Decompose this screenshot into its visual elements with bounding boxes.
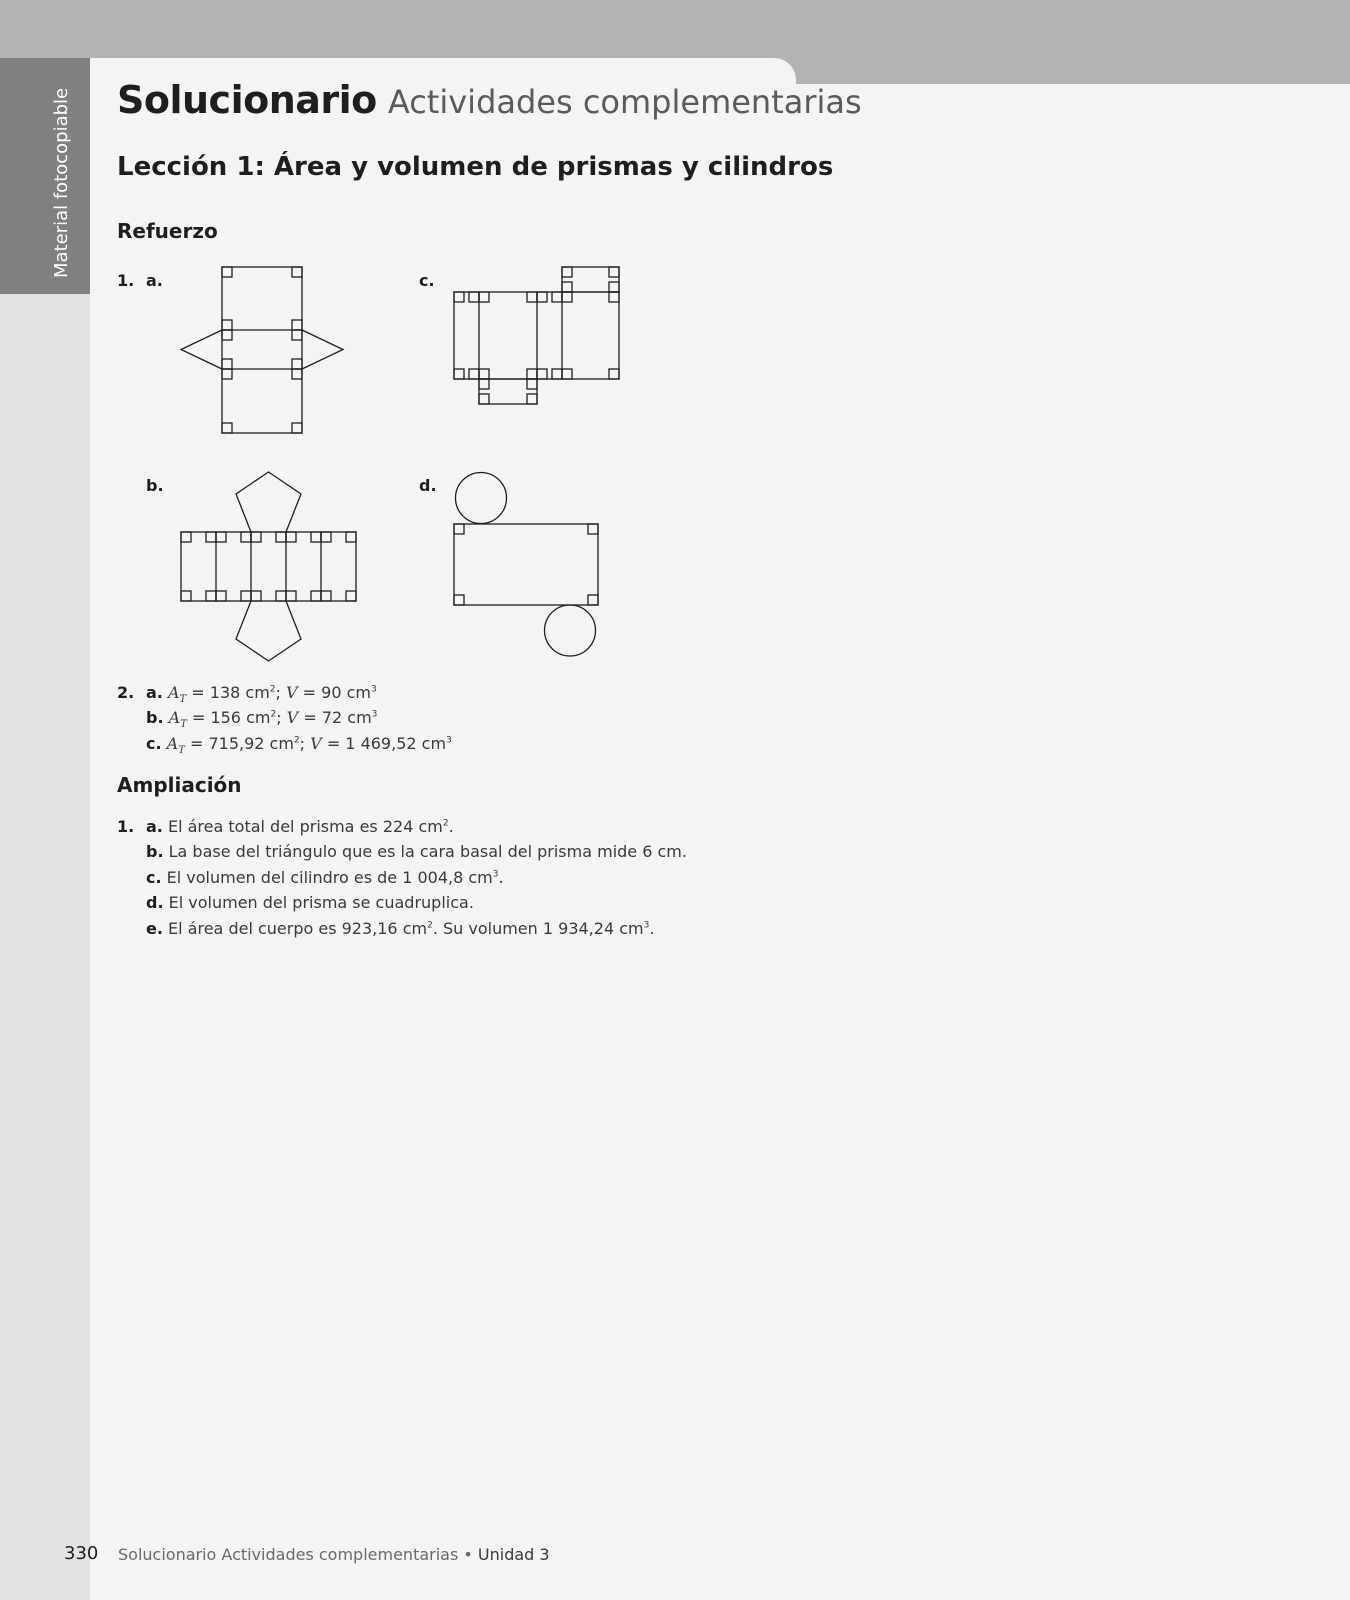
ampliacion-d-label: d. bbox=[146, 893, 164, 912]
ampliacion-c-label: c. bbox=[146, 868, 162, 887]
item-b-label: b. bbox=[146, 476, 164, 495]
q2-c-at-value: = 715,92 cm bbox=[189, 734, 294, 753]
ampliacion-a-text: El área total del prisma es 224 cm bbox=[167, 817, 443, 836]
ampliacion-d-text: El volumen del prisma se cuadruplica. bbox=[168, 893, 474, 912]
ampliacion-b-text: La base del triángulo que es la cara basal del prisma mide 6 cm. bbox=[168, 842, 687, 861]
ampliacion-item-c bbox=[146, 868, 504, 887]
ampliacion-e-tail2: . bbox=[649, 919, 655, 938]
q2-a-v-value: = 90 cm bbox=[302, 683, 371, 702]
ampliacion-item-b bbox=[146, 842, 687, 861]
refuerzo-heading: Refuerzo bbox=[117, 219, 218, 243]
q2-a-at-var: A bbox=[167, 683, 180, 702]
q2-line-b bbox=[146, 708, 377, 730]
net-figure-d bbox=[454, 473, 598, 657]
q2-line-a bbox=[146, 683, 377, 705]
ampliacion-b-label: b. bbox=[146, 842, 164, 861]
q2-line-c bbox=[146, 734, 452, 756]
ampliacion-e-tail: . Su volumen 1 934,24 cm bbox=[432, 919, 644, 938]
footer-bullet: • bbox=[458, 1545, 478, 1564]
net-figure-a bbox=[181, 267, 343, 433]
ampliacion-q1-number: 1. bbox=[117, 817, 135, 836]
ampliacion-item-a bbox=[146, 817, 454, 836]
q2-c-v-value: = 1 469,52 cm bbox=[326, 734, 447, 753]
footer-text bbox=[118, 1545, 550, 1564]
footer-unit: Unidad 3 bbox=[477, 1545, 550, 1564]
ampliacion-c-tail: . bbox=[498, 868, 504, 887]
header-title: Solucionario bbox=[117, 78, 377, 122]
ampliacion-e-exp: 2 bbox=[427, 920, 433, 931]
q2-a-sep: ; bbox=[275, 683, 281, 702]
ampliacion-a-exp: 2 bbox=[442, 818, 449, 829]
ampliacion-e-exp2: 3 bbox=[643, 920, 650, 931]
header-subtitle: Actividades complementarias bbox=[387, 83, 862, 121]
q2-b-v-var: V bbox=[286, 708, 299, 727]
q2-c-sep: ; bbox=[299, 734, 306, 753]
q2-b-at-var: A bbox=[168, 708, 181, 727]
q2-b-v-exp: 3 bbox=[371, 709, 378, 720]
ampliacion-heading: Ampliación bbox=[117, 773, 242, 797]
net-figure-b bbox=[181, 472, 356, 661]
q2-number: 2. bbox=[117, 683, 135, 702]
nets-figures bbox=[0, 0, 1350, 700]
ampliacion-a-label: a. bbox=[146, 817, 163, 836]
q2-c-v-var: V bbox=[310, 734, 322, 753]
q1-number: 1. bbox=[117, 271, 135, 290]
ampliacion-a-tail: . bbox=[448, 817, 454, 836]
q2-a-at-sub: T bbox=[179, 694, 187, 706]
net-figure-c bbox=[454, 267, 619, 404]
q2-c-label: c. bbox=[146, 734, 162, 753]
ampliacion-item-e bbox=[146, 919, 654, 938]
q2-a-v-var: V bbox=[286, 683, 298, 702]
item-c-label: c. bbox=[419, 271, 435, 290]
q2-c-at-sub: T bbox=[178, 745, 185, 757]
q2-c-at-exp: 2 bbox=[293, 735, 300, 746]
q2-b-at-sub: T bbox=[180, 719, 187, 731]
ampliacion-item-d bbox=[146, 893, 474, 912]
item-d-label: d. bbox=[419, 476, 437, 495]
q2-a-at-value: = 138 cm bbox=[191, 683, 270, 702]
q2-a-label: a. bbox=[146, 683, 163, 702]
q2-c-v-exp: 3 bbox=[446, 735, 452, 746]
q2-b-label: b. bbox=[146, 708, 164, 727]
lesson-title: Lección 1: Área y volumen de prismas y cilindros bbox=[117, 152, 834, 182]
q2-b-sep: ; bbox=[276, 708, 282, 727]
ampliacion-c-text: El volumen del cilindro es de 1 004,8 cm bbox=[166, 868, 493, 887]
q2-a-v-exp: 3 bbox=[371, 684, 377, 695]
q2-c-at-var: A bbox=[166, 734, 179, 753]
ampliacion-e-label: e. bbox=[146, 919, 163, 938]
side-label: Material fotocopiable bbox=[51, 87, 72, 278]
ampliacion-e-text: El área del cuerpo es 923,16 cm bbox=[168, 919, 428, 938]
footer-title: Solucionario Actividades complementarias bbox=[118, 1545, 459, 1564]
page-number: 330 bbox=[64, 1543, 99, 1564]
q2-a-at-exp: 2 bbox=[269, 684, 276, 695]
q2-b-v-value: = 72 cm bbox=[303, 708, 372, 727]
ampliacion-c-exp: 3 bbox=[492, 869, 499, 880]
q2-b-at-value: = 156 cm bbox=[191, 708, 271, 727]
q2-b-at-exp: 2 bbox=[270, 709, 277, 720]
item-a-label: a. bbox=[146, 271, 163, 290]
